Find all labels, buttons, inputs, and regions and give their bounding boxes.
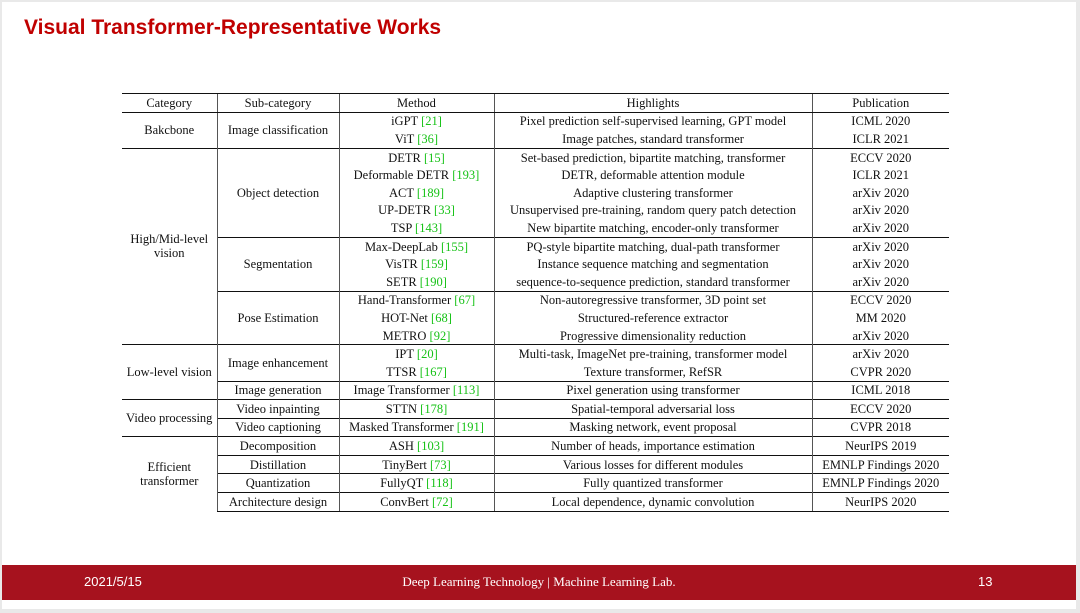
subcategory-label: Architecture design xyxy=(228,494,328,509)
citation-number: 178 xyxy=(424,401,444,416)
method-cell xyxy=(339,184,494,202)
header-category: Category xyxy=(122,94,217,113)
highlight-cell: Fully quantized transformer xyxy=(494,474,812,493)
subcategory-cell xyxy=(217,493,339,512)
citation-ref[interactable]: [167] xyxy=(419,364,447,379)
header-subcategory: Sub-category xyxy=(217,94,339,113)
citation-ref[interactable]: [36] xyxy=(417,131,439,146)
citation-ref[interactable]: [15] xyxy=(423,150,445,165)
citation-ref[interactable]: [33] xyxy=(434,203,455,218)
table-row xyxy=(122,148,949,166)
publication-cell: ICLR 2021 xyxy=(812,130,949,148)
category-label: Bakcbone xyxy=(144,123,195,138)
citation-ref[interactable]: [21] xyxy=(421,114,442,129)
citation-ref[interactable]: [178] xyxy=(420,401,448,416)
method-cell xyxy=(339,345,494,363)
highlight-cell: Unsupervised pre-training, random query patch detection xyxy=(494,202,812,220)
citation-ref[interactable]: [191] xyxy=(456,420,484,435)
table-row xyxy=(122,437,949,456)
citation-number: 15 xyxy=(428,150,441,165)
highlight-cell: Progressive dimensionality reduction xyxy=(494,327,812,345)
subcategory-label: Video inpainting xyxy=(236,401,320,416)
highlight-cell: Masking network, event proposal xyxy=(494,418,812,437)
highlight-cell: New bipartite matching, encoder-only transformer xyxy=(494,219,812,237)
citation-ref[interactable]: [159] xyxy=(420,257,448,272)
method-name: Deformable DETR xyxy=(353,168,450,183)
method-cell xyxy=(339,202,494,220)
publication-cell: arXiv 2020 xyxy=(812,255,949,273)
citation-ref[interactable]: [103] xyxy=(417,439,445,454)
footer-bar xyxy=(2,565,1076,600)
publication-cell: arXiv 2020 xyxy=(812,273,949,291)
subcategory-label: Segmentation xyxy=(243,257,313,272)
publication-cell: ICML 2018 xyxy=(812,381,949,400)
subcategory-cell xyxy=(217,345,339,381)
citation-number: 67 xyxy=(458,293,471,308)
publication-cell: ICML 2020 xyxy=(812,112,949,130)
citation-ref[interactable]: [20] xyxy=(416,347,438,362)
header-method: Method xyxy=(339,94,494,113)
method-cell xyxy=(339,437,494,456)
citation-number: 33 xyxy=(438,203,451,218)
method-name: Masked Transformer xyxy=(349,420,454,435)
method-cell xyxy=(339,148,494,166)
category-label: Video processing xyxy=(126,411,213,426)
method-cell xyxy=(339,474,494,493)
citation-number: 72 xyxy=(436,494,449,509)
table-header-row xyxy=(122,94,949,113)
citation-ref[interactable]: [68] xyxy=(431,310,452,325)
method-cell xyxy=(339,327,494,345)
subcategory-cell xyxy=(217,148,339,237)
method-cell xyxy=(339,400,494,419)
method-name: ViT xyxy=(394,131,415,146)
method-name: DETR xyxy=(388,150,421,165)
method-name: UP-DETR xyxy=(378,203,431,218)
method-cell xyxy=(339,493,494,512)
highlight-cell: DETR, deformable attention module xyxy=(494,166,812,184)
citation-number: 36 xyxy=(421,131,434,146)
method-cell xyxy=(339,237,494,255)
method-cell xyxy=(339,363,494,381)
publication-cell: arXiv 2020 xyxy=(812,237,949,255)
footer-lab-name: Deep Learning Technology | Machine Learning Lab. xyxy=(402,574,676,589)
citation-number: 143 xyxy=(419,220,438,235)
citation-number: 118 xyxy=(430,476,449,491)
publication-cell: arXiv 2020 xyxy=(812,202,949,220)
publication-cell: ECCV 2020 xyxy=(812,400,949,419)
citation-ref[interactable]: [193] xyxy=(452,168,480,183)
page-number: 13 xyxy=(978,574,993,589)
header-publication: Publication xyxy=(812,94,949,113)
method-name: Max-DeepLab xyxy=(364,239,438,254)
highlight-cell: Number of heads, importance estimation xyxy=(494,437,812,456)
subcategory-label: Image generation xyxy=(234,383,322,398)
citation-ref[interactable]: [113] xyxy=(452,383,480,398)
citation-number: 92 xyxy=(433,328,447,343)
highlight-cell: PQ-style bipartite matching, dual-path transformer xyxy=(494,237,812,255)
publication-cell: ICLR 2021 xyxy=(812,166,949,184)
table-row xyxy=(122,112,949,130)
method-name: ASH xyxy=(388,439,414,454)
subcategory-label: Video captioning xyxy=(235,420,321,435)
method-name: TSP xyxy=(390,220,412,235)
method-name: SETR xyxy=(386,274,417,289)
citation-number: 167 xyxy=(423,364,443,379)
method-name: iGPT xyxy=(391,114,418,129)
highlight-cell: Pixel prediction self-supervised learning, GPT model xyxy=(494,112,812,130)
subcategory-cell xyxy=(217,112,339,148)
category-cell xyxy=(122,148,217,345)
method-cell xyxy=(339,166,494,184)
subcategory-cell xyxy=(217,381,339,400)
highlight-cell: Texture transformer, RefSR xyxy=(494,363,812,381)
subcategory-label: Image enhancement xyxy=(227,355,329,370)
method-name: TinyBert xyxy=(382,457,427,472)
subcategory-cell xyxy=(217,237,339,291)
publication-cell: arXiv 2020 xyxy=(812,345,949,363)
subcategory-label: Distillation xyxy=(249,457,307,472)
method-name: Image Transformer xyxy=(353,383,450,398)
subcategory-cell xyxy=(217,400,339,419)
highlight-cell: Spatial-temporal adversarial loss xyxy=(494,400,812,419)
publication-cell: CVPR 2020 xyxy=(812,363,949,381)
highlight-cell: Instance sequence matching and segmentation xyxy=(494,255,812,273)
highlight-cell: Non-autoregressive transformer, 3D point set xyxy=(494,291,812,309)
method-cell xyxy=(339,418,494,437)
table-row xyxy=(122,493,949,512)
citation-ref[interactable]: [67] xyxy=(454,293,476,308)
category-label: Efficient transformer xyxy=(140,459,199,488)
highlight-cell: sequence-to-sequence prediction, standard transformer xyxy=(494,273,812,291)
citation-number: 20 xyxy=(421,347,434,362)
subcategory-cell xyxy=(217,291,339,345)
publication-cell: EMNLP Findings 2020 xyxy=(812,474,949,493)
highlight-cell: Multi-task, ImageNet pre-training, transformer model xyxy=(494,345,812,363)
highlight-cell: Local dependence, dynamic convolution xyxy=(494,493,812,512)
slide-title: Visual Transformer-Representative Works xyxy=(24,16,442,39)
footer-date: 2021/5/15 xyxy=(84,574,142,589)
publication-cell: EMNLP Findings 2020 xyxy=(812,455,949,474)
method-cell xyxy=(339,381,494,400)
publication-cell: arXiv 2020 xyxy=(812,327,949,345)
subcategory-cell xyxy=(217,418,339,437)
subcategory-cell xyxy=(217,437,339,456)
method-cell xyxy=(339,455,494,474)
method-name: ACT xyxy=(389,185,414,200)
method-cell xyxy=(339,309,494,327)
citation-number: 113 xyxy=(457,383,476,398)
publication-cell: arXiv 2020 xyxy=(812,219,949,237)
header-highlights: Highlights xyxy=(494,94,812,113)
subcategory-label: Pose Estimation xyxy=(237,310,319,325)
subcategory-label: Object detection xyxy=(236,185,320,200)
method-name: FullyQT xyxy=(380,476,424,491)
table-row xyxy=(122,381,949,400)
method-name: IPT xyxy=(395,347,414,362)
publication-cell: ECCV 2020 xyxy=(812,148,949,166)
method-cell xyxy=(339,273,494,291)
publication-cell: CVPR 2018 xyxy=(812,418,949,437)
category-cell xyxy=(122,112,217,148)
highlight-cell: Pixel generation using transformer xyxy=(494,381,812,400)
subcategory-cell xyxy=(217,455,339,474)
subcategory-label: Image classification xyxy=(227,123,329,138)
table-row xyxy=(122,400,949,419)
method-cell xyxy=(339,219,494,237)
works-table xyxy=(122,93,949,512)
method-name: HOT-Net xyxy=(381,310,428,325)
highlight-cell: Various losses for different modules xyxy=(494,455,812,474)
method-cell xyxy=(339,130,494,148)
publication-cell: NeurIPS 2020 xyxy=(812,493,949,512)
citation-ref[interactable]: [73] xyxy=(429,457,451,472)
citation-ref[interactable]: [143] xyxy=(415,220,443,235)
table-row xyxy=(122,345,949,363)
slide xyxy=(2,2,1076,609)
method-name: Hand-Transformer xyxy=(357,293,452,308)
subcategory-label: Decomposition xyxy=(239,439,317,454)
method-cell xyxy=(339,255,494,273)
table-body xyxy=(122,112,949,511)
table-row xyxy=(122,455,949,474)
category-label: Low-level vision xyxy=(126,365,212,380)
category-cell xyxy=(122,437,217,511)
citation-number: 73 xyxy=(434,457,447,472)
publication-cell: MM 2020 xyxy=(812,309,949,327)
citation-number: 190 xyxy=(423,274,443,289)
table-row xyxy=(122,474,949,493)
citation-ref[interactable]: [190] xyxy=(419,274,447,289)
table-row xyxy=(122,418,949,437)
method-name: ConvBert xyxy=(380,494,429,509)
subcategory-cell xyxy=(217,474,339,493)
publication-cell: NeurIPS 2019 xyxy=(812,437,949,456)
table-row xyxy=(122,237,949,255)
publication-cell: ECCV 2020 xyxy=(812,291,949,309)
highlight-cell: Image patches, standard transformer xyxy=(494,130,812,148)
citation-ref[interactable]: [92] xyxy=(429,328,451,343)
method-name: TTSR xyxy=(386,364,417,379)
method-name: METRO xyxy=(382,328,427,343)
citation-number: 155 xyxy=(445,239,464,254)
highlight-cell: Set-based prediction, bipartite matching, transformer xyxy=(494,148,812,166)
citation-number: 159 xyxy=(424,257,444,272)
method-cell xyxy=(339,291,494,309)
subcategory-label: Quantization xyxy=(245,476,311,491)
citation-ref[interactable]: [155] xyxy=(440,239,469,254)
category-cell xyxy=(122,345,217,400)
citation-number: 103 xyxy=(421,439,440,454)
citation-number: 21 xyxy=(425,114,438,129)
citation-ref[interactable]: [118] xyxy=(426,476,453,491)
method-cell xyxy=(339,112,494,130)
citation-ref[interactable]: [189] xyxy=(416,185,444,200)
method-name: VisTR xyxy=(385,257,418,272)
publication-cell: arXiv 2020 xyxy=(812,184,949,202)
citation-number: 189 xyxy=(421,185,440,200)
table-row xyxy=(122,291,949,309)
citation-number: 68 xyxy=(435,310,448,325)
method-name: STTN xyxy=(385,401,418,416)
citation-ref[interactable]: [72] xyxy=(431,494,453,509)
category-label: High/Mid-level vision xyxy=(130,232,209,261)
category-cell xyxy=(122,400,217,437)
citation-number: 193 xyxy=(456,168,476,183)
highlight-cell: Adaptive clustering transformer xyxy=(494,184,812,202)
highlight-cell: Structured-reference extractor xyxy=(494,309,812,327)
citation-number: 191 xyxy=(460,420,480,435)
